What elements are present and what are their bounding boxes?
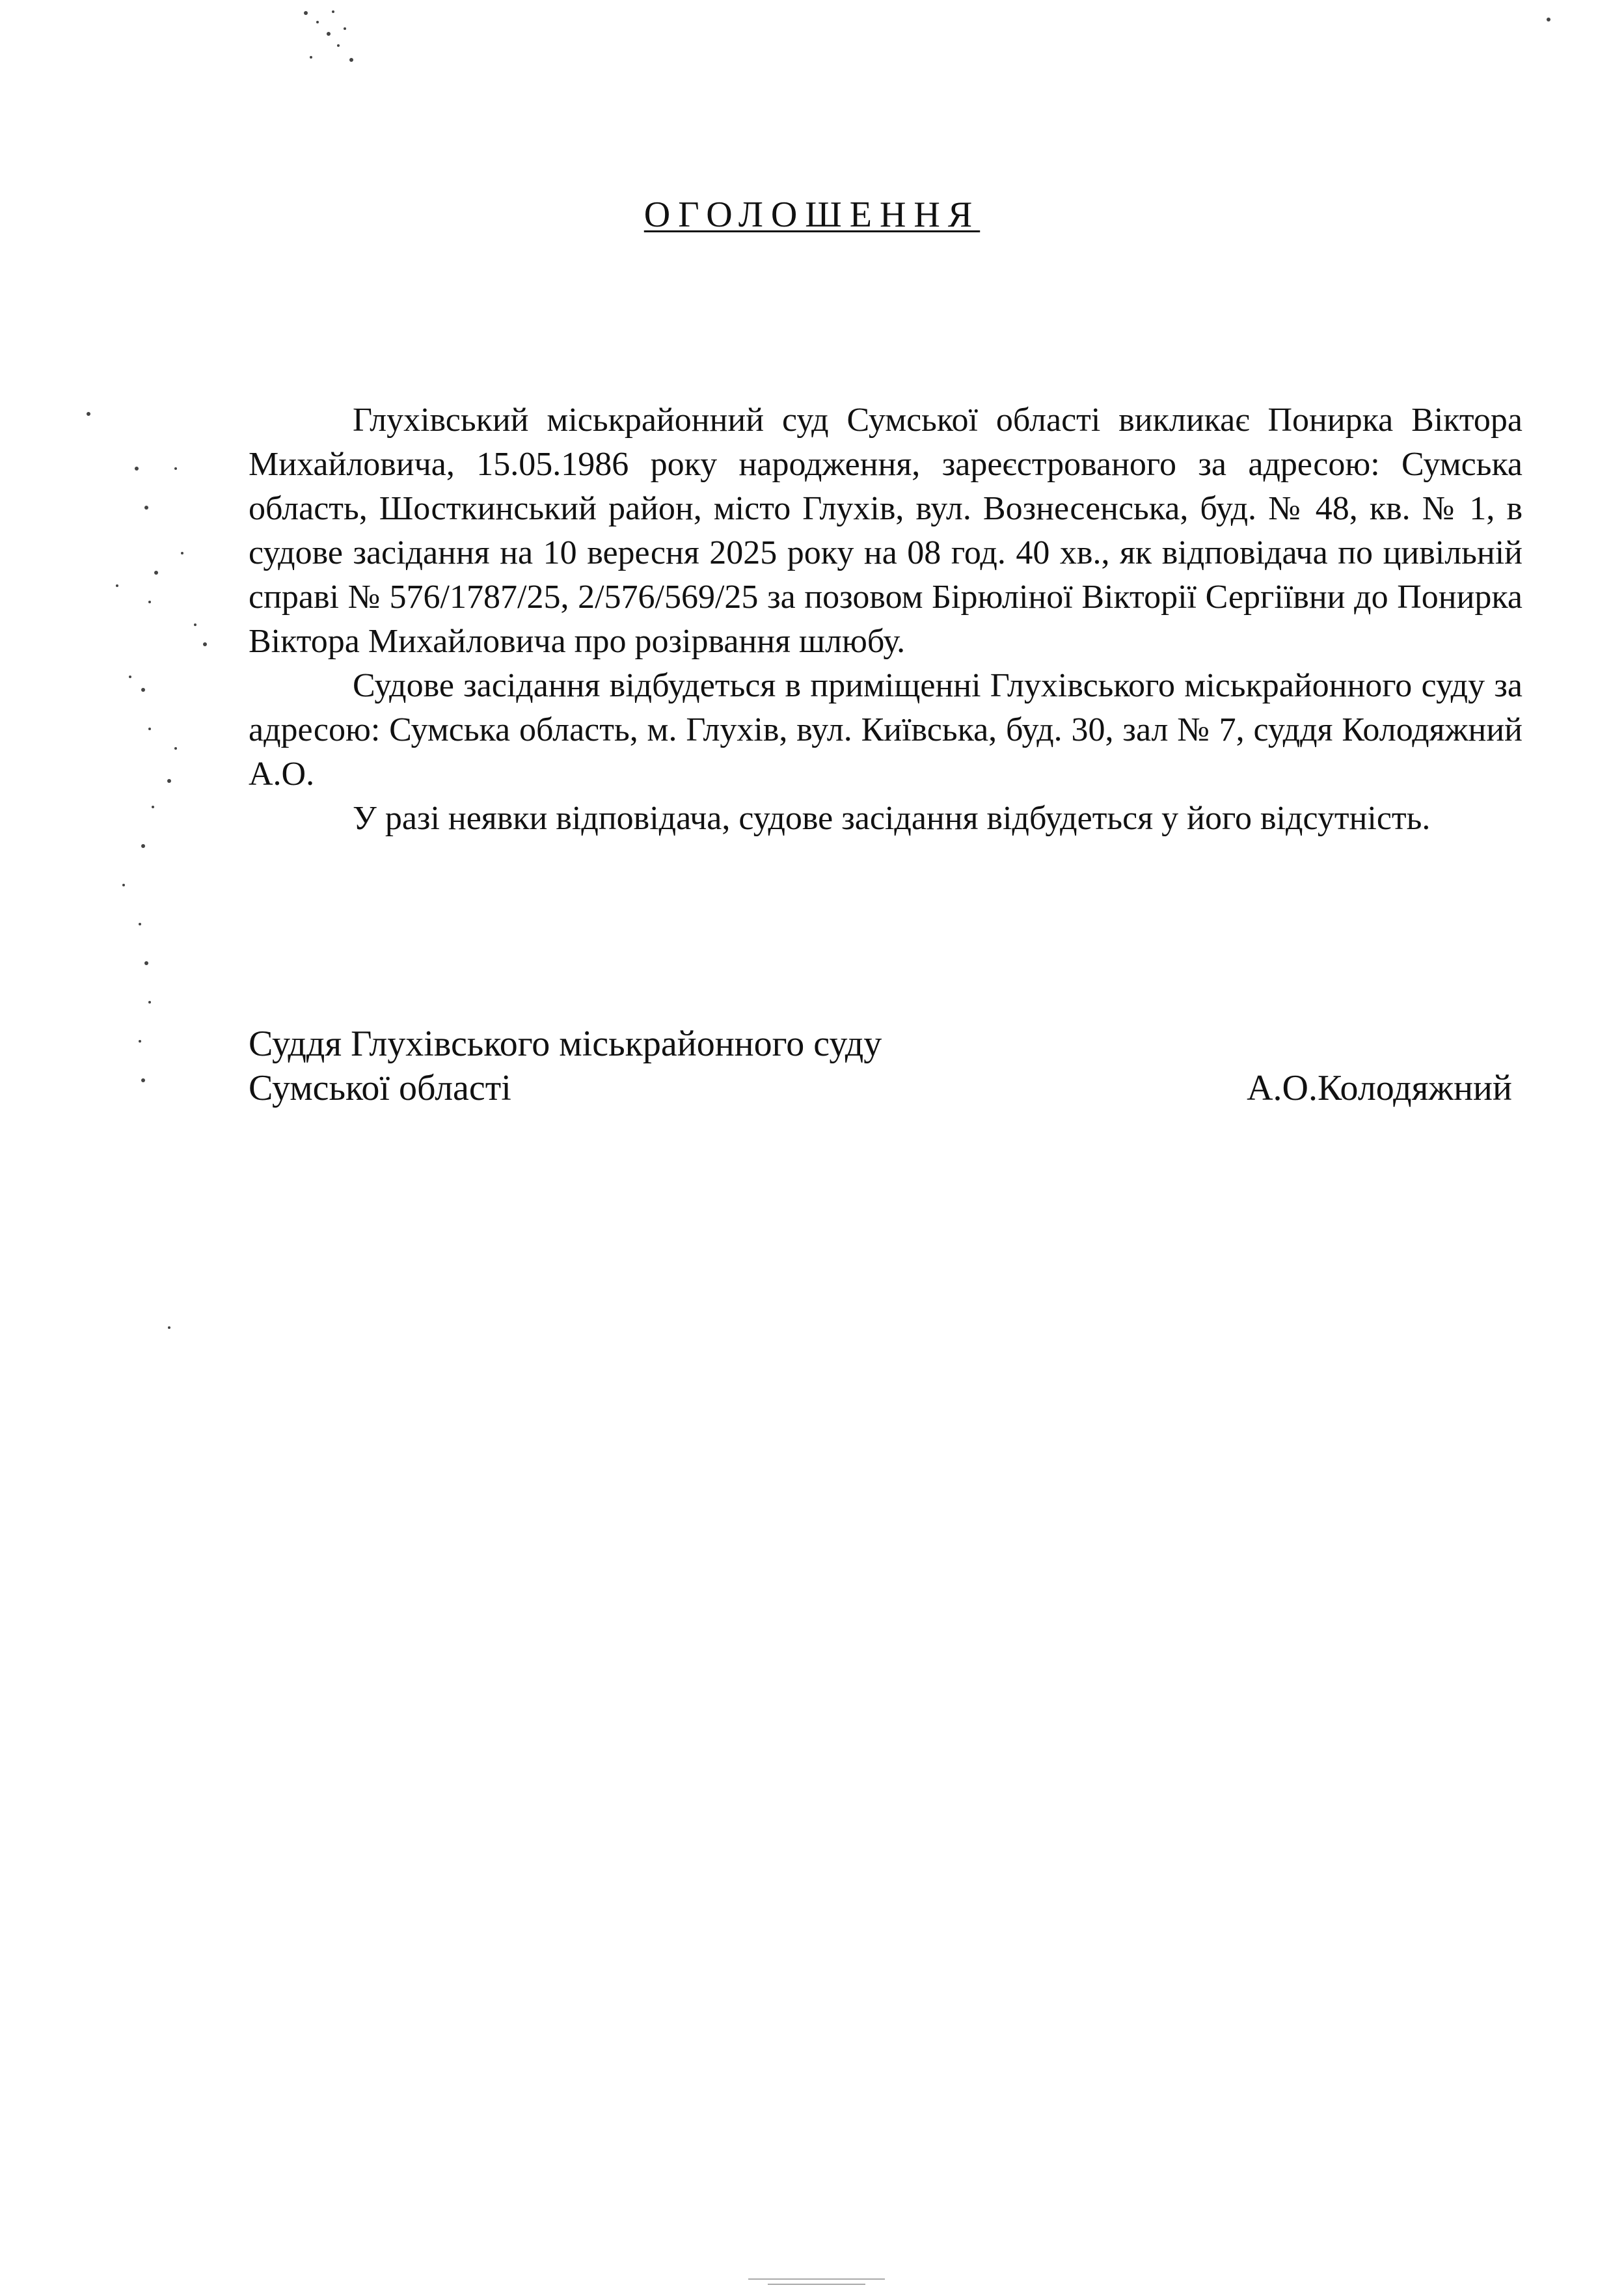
paragraph-absence-notice: У разі неявки відповідача, судове засідання відбудеться у його відсутність. bbox=[353, 800, 1431, 837]
document-body bbox=[249, 398, 1522, 841]
signature-position-line2: Сумської області bbox=[249, 1068, 511, 1108]
paragraph-hearing-location: Судове засідання відбудеться в приміщенні Глухівського міськрайонного суду за адресою: Сумська область, м. Глухів, вул. Київська, буд. 30, зал № 7, суддя Колодяжний А.О. bbox=[249, 667, 1522, 793]
document-title: ОГОЛОШЕННЯ bbox=[643, 195, 981, 235]
signature-name: А.О.Колодяжний bbox=[1247, 1068, 1512, 1108]
paragraph-summons: Глухівський міськрайонний суд Сумської області викликає Понирка Віктора Михайловича, 15.05.1986 року народження, зареєстрованого за адресою: Сумська область, Шосткинський район, місто Глухів, вул. Вознесенська, буд. № 48, кв. № 1, в судове засідання на 10 вересня 2025 року на 08 год. 40 хв., як відповідача по цивільній справі № 576/1787/25, 2/576/569/25 за позовом Бірюліної Вікторії Сергіївни до Понирка Віктора Михайловича про розірвання шлюбу. bbox=[249, 402, 1522, 660]
signature-position-line1: Суддя Глухівського міськрайонного суду bbox=[249, 1024, 882, 1064]
